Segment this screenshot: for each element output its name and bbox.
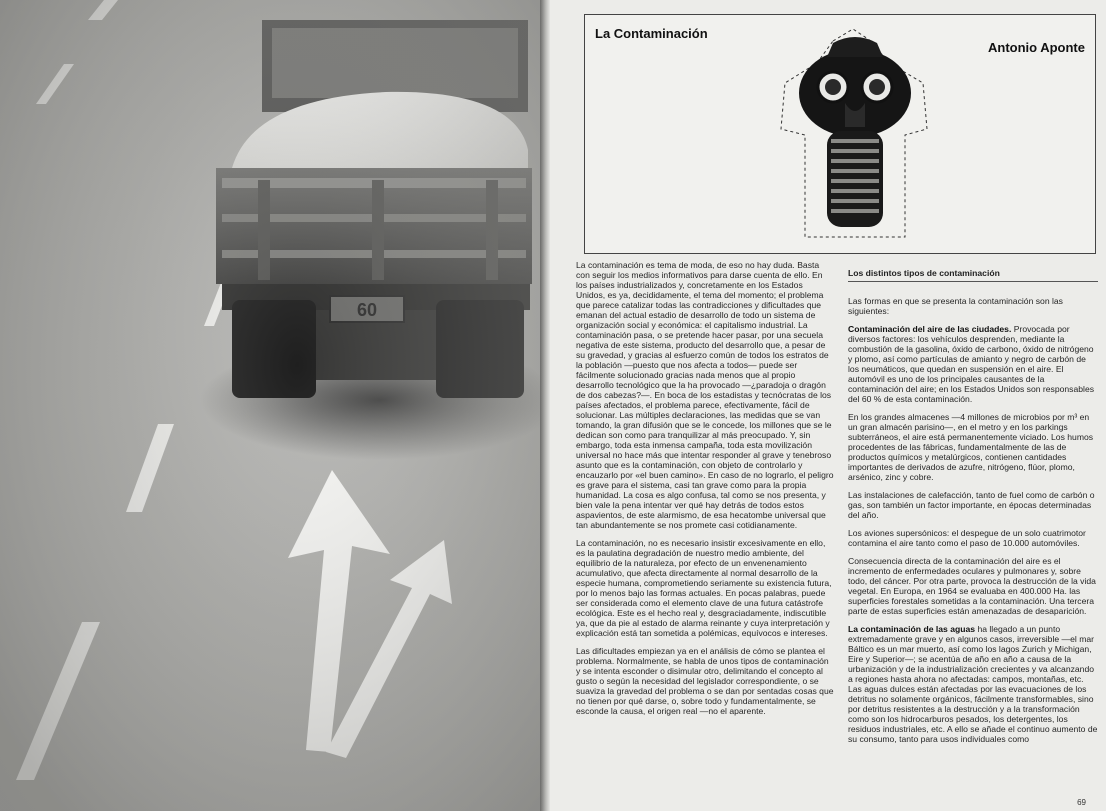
- truck-road-photo: [0, 0, 540, 811]
- page-number: 69: [1077, 798, 1086, 807]
- article-title: La Contaminación: [595, 26, 708, 41]
- article-page: [550, 0, 1106, 811]
- article-header-box: [584, 14, 1096, 254]
- body-paragraph: [848, 324, 1098, 404]
- body-paragraph: Los aviones supersónicos: el despegue de un solo cuatrimotor contamina el aire tanto como el paso de 10.000 automóviles.: [848, 528, 1086, 548]
- subsection-lead: Contaminación del aire de las ciudades.: [848, 324, 1012, 334]
- paragraph-text: ha llegado a un punto extremadamente grave y en algunos casos, irreversible —el mar Báltico es un mar muerto, así como los lagos Zurich y Michigan, Eire y Superior—; se acentúa de año en año a causa de la urbanización y de la industrialización crecientes y va alcanzando a regiones hasta ahora no afectadas: campos, montañas, etc.: [848, 624, 1095, 684]
- gas-mask-illustration: [773, 23, 933, 247]
- article-column-left: [576, 260, 834, 716]
- body-paragraph: Consecuencia directa de la contaminación del aire es el incremento de enfermedades oculares y pulmonares y, sobre todo, del cáncer. Por otra parte, provoca la destrucción de la vida vegetal. En Europa, en 1964 se evaluaba en 400.000 Ha. las superficies forestales sometidas a la contaminación. Una tercera parte de estas superficies están amenazadas de desaparición.: [848, 556, 1096, 616]
- article-author: Antonio Aponte: [988, 40, 1085, 55]
- subsection-lead: La contaminación de las aguas: [848, 624, 976, 634]
- body-paragraph: Las aguas dulces están afectadas por las evacuaciones de los detritus no solamente orgánicos, fácilmente transformables, sino por detritus resistentes a la destrucción y a la transformación como son los hidrocarburos pesados, los detergentes, los residuos industriales, etc. A ello se añade el continuo aumento de su consumo, tanto para usos individuales como: [848, 684, 1098, 744]
- body-paragraph: La contaminación, no es necesario insistir excesivamente en ello, es la paulatina degradación de nuestro medio ambiente, del equilibrio de la naturaleza, por efecto de un envenenamiento acumulativo, que afecta directamente al normal desarrollo de la especie humana, comprometiendo seriamente su existencia futura, por lo menos bajo las formas actuales. En pocas palabras, puede ser considerada como el elemento clave de una futura catástrofe ecológica. Este es el hecho real y, desgraciadamente, indiscutible ya, que da pie al estado de alarma reinante y cuya interpretación y explicación está tan sometida a polémicas, equívocos e intereses.: [576, 538, 832, 638]
- body-paragraph: La contaminación es tema de moda, de eso no hay duda. Basta con seguir los medios informativos para darse cuenta de ello. En los países industrializados y, concretamente en los Estados Unidos, es ya, decididamente, el tema del momento; el problema que parece catalizar todas las contradicciones y dificultades que emanan del actual estadio de desarrollo de todo un sistema de organización social y económica: el capitalismo industrial. La contaminación pasa, o se pretende hacer pasar, por una secuela negativa de este sistema, producto del desarrollo que, a pesar de su gravedad, y gracias al esfuerzo común de todos los estratos de la población —puesto que nos afecta a todos— puede ser fácilmente solucionado gracias nada menos que al propio desarrollo tecnológico que la ha provocado —¿paradoja o dragón de dos cabezas?—. En boca de los estadistas y tecnócratas de los países afectados, el problema parece, efectivamente, fácil de solucionar. Las múltiples declaraciones, las medidas que se van tomando, la gran difusión que se le concede, los millones que se le dedican son como para tranquilizar al más preocupado. Y, sin embargo, toda esta inmensa campaña, toda esta movilización universal no hace más que intentar responder al grave y tenebroso asunto que es la contaminación, con objeto de controlarlo y encauzarlo por «el buen camino». En caso de no lograrlo, el peligro es grave para el sistema, casi tan grave como para la propia humanidad. La cosa es algo confusa, tal como se nos presenta, y bien vale la pena intentar ver qué hay detrás de todos estos aspavientos, de este alarmismo, de esa hecatombe universal que tan abundantemente se nos promete casi cotidianamente.: [576, 260, 834, 530]
- body-paragraph: En los grandes almacenes —4 millones de microbios por m³ en un gran almacén parisino—, en el metro y en los parkings subterráneos, el aire está permanentemente viciado. Los humos procedentes de las fábricas, fundamentalmente de las de productos químicos y metalúrgicos, contienen cantidades importantes de derivados de azufre, nitrógeno, flúor, plomo, arsénico, zinc y cobre.: [848, 412, 1094, 482]
- body-paragraph: Las formas en que se presenta la contaminación son las siguientes:: [848, 296, 1063, 316]
- paragraph-text: Provocada por diversos factores: los vehículos desprenden, mediante la combustión de la gasolina, óxido de carbono, óxido de nitrógeno y plomo, así como partículas de amianto y negro de carbón de los neumáticos, que quedan en suspensión en el aire. El automóvil es uno de los principales causantes de la contaminación del aire; en los Estados Unidos son responsables del 60 % de esta contaminación.: [848, 324, 1095, 404]
- article-column-right: [848, 268, 1098, 744]
- body-paragraph: Las dificultades empiezan ya en el análisis de cómo se plantea el problema. Normalmente, se habla de unos tipos de contaminación y se intenta esconder o disimular otro, delimitando el concepto al gusto o según la necesidad del legislador correspondiente, o se suaviza la gravedad del problema o se dan por sentadas cosas que no tienen por qué darse, o, sobre todo y fundamentalmente, se esconde la causa, el origen real —no el aparente.: [576, 646, 834, 716]
- body-paragraph: [848, 624, 1098, 684]
- section-heading: Los distintos tipos de contaminación: [848, 268, 1098, 282]
- page-gutter: [540, 0, 550, 811]
- road-illustration: [0, 0, 540, 811]
- body-paragraph: Las instalaciones de calefacción, tanto de fuel como de carbón o gas, son también un factor importante, en épocas determinadas del año.: [848, 490, 1095, 520]
